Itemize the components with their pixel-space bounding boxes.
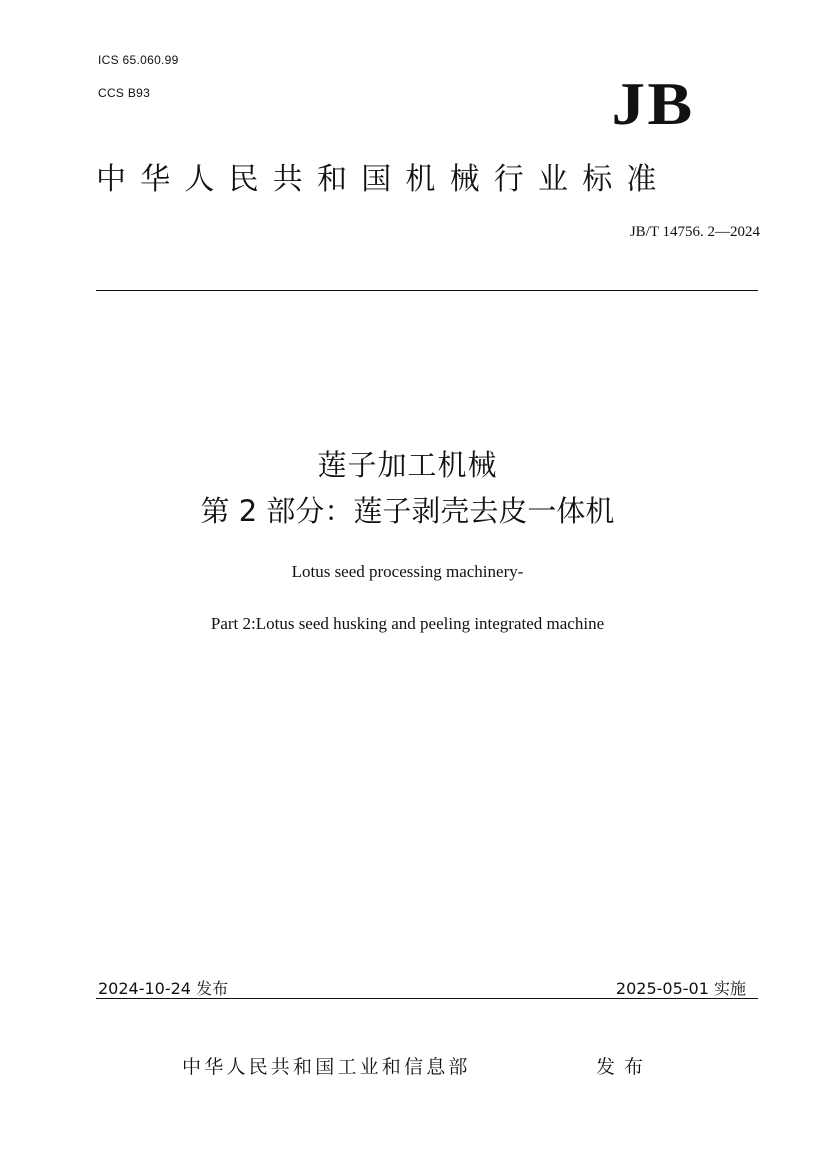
standard-type-heading: 中华人民共和国机械行业标准 <box>96 162 671 197</box>
title-en-line2: Part 2:Lotus seed husking and peeling integrated machine <box>210 614 605 633</box>
top-divider <box>96 290 758 291</box>
title-en-line1: Lotus seed processing machinery- <box>291 562 524 581</box>
title-zh-line1: 莲子加工机械 <box>317 448 498 482</box>
standard-number: JB/T 14756. 2—2024 <box>629 224 760 240</box>
release-date: 2024-10-24 发布 <box>98 979 229 998</box>
implementation-date: 2025-05-01 实施 <box>615 979 746 998</box>
issued-label: 发布 <box>596 1056 653 1078</box>
ccs-code: CCS B93 <box>98 86 151 100</box>
issuing-authority: 中华人民共和国工业和信息部 <box>182 1056 471 1078</box>
ics-code: ICS 65.060.99 <box>98 53 179 67</box>
title-zh-line2: 第 2 部分：莲子剥壳去皮一体机 <box>200 494 615 528</box>
jb-logo: JB <box>611 71 695 137</box>
bottom-divider <box>96 998 758 999</box>
